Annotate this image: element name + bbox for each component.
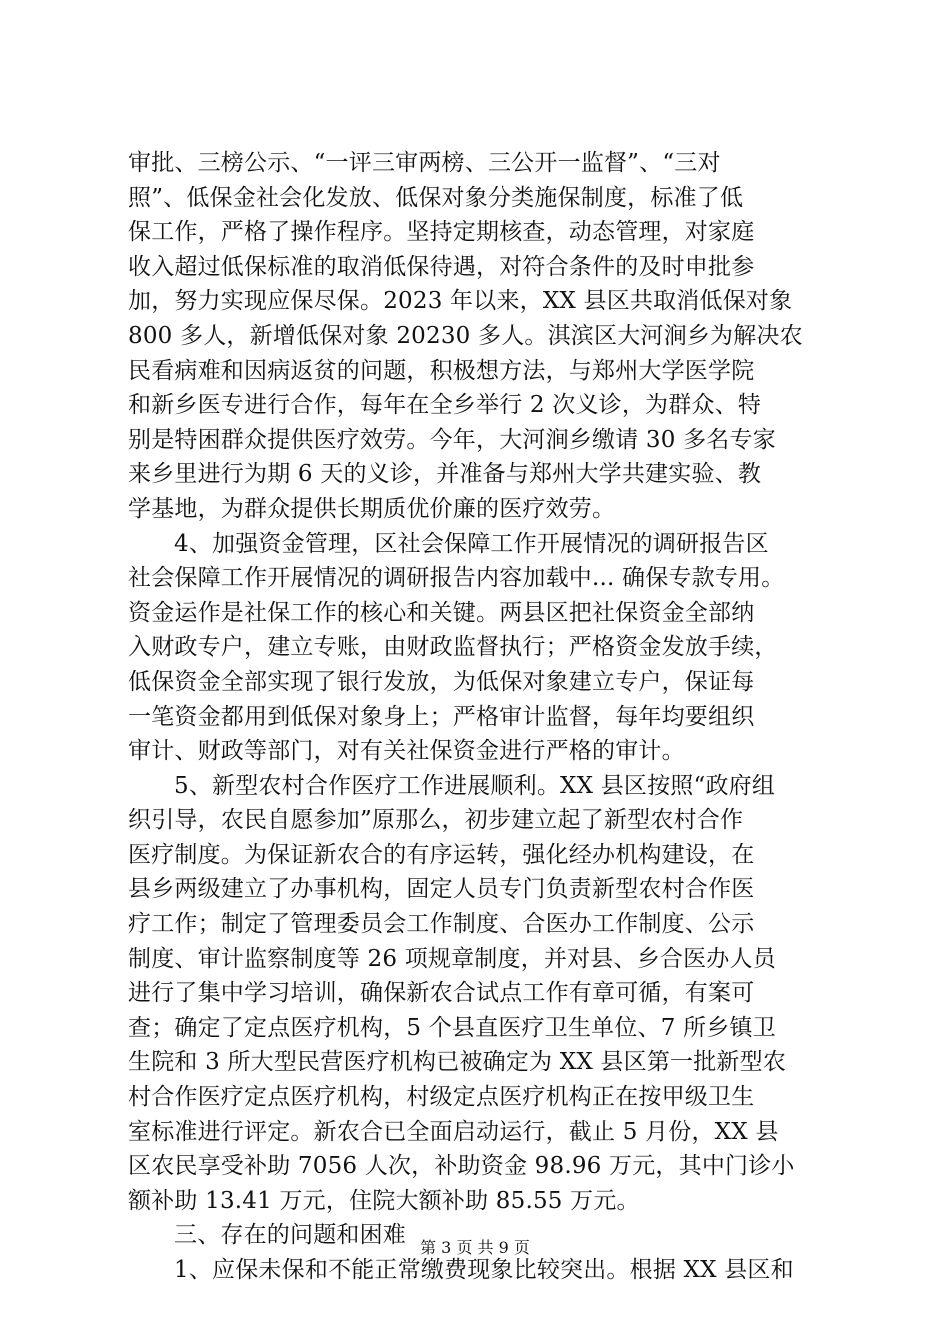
text-line: 区农民享受补助 7056 人次，补助资金 98.96 万元，其中门诊小: [128, 1153, 795, 1180]
section-heading: 三、存在的问题和困难: [174, 1222, 406, 1249]
page-number-label: 第 3 页 共 9 页: [420, 1238, 530, 1257]
text-line: 资金运作是社保工作的核心和关键。两县区把社保资金全部纳: [128, 599, 755, 626]
body-text: [128, 146, 828, 1288]
paragraph-start-line: 5、新型农村合作医疗工作进展顺利。XX 县区按照“政府组: [174, 772, 776, 799]
text-line: 县乡两级建立了办事机构，固定人员专门负责新型农村合作医: [128, 876, 755, 903]
text-line: 审批、三榜公示、“一评三审两榜、三公开一监督”、“三对: [128, 150, 721, 176]
text-line: 入财政专户，建立专账，由财政监督执行；严格资金发放手续，: [128, 634, 778, 661]
paragraph-start-line: 1、应保未保和不能正常缴费现象比较突出。根据 XX 县区和: [174, 1257, 794, 1283]
page-footer: [0, 1238, 950, 1258]
text-line: 疗工作；制定了管理委员会工作制度、合医办工作制度、公示: [128, 911, 755, 938]
text-line: 加，努力实现应保尽保。2023 年以来，XX 县区共取消低保对象: [128, 288, 793, 315]
text-line: 来乡里进行为期 6 天的义诊，并准备与郑州大学共建实验、教: [128, 461, 762, 488]
text-line: 织引导，农民自愿参加”原那么，初步建立起了新型农村合作: [128, 807, 744, 834]
text-line: 800 多人，新增低保对象 20230 多人。淇滨区大河涧乡为解决农: [128, 322, 803, 349]
text-line: 学基地，为群众提供长期质优价廉的医疗效劳。: [128, 495, 616, 522]
text-line: 别是特困群众提供医疗效劳。今年，大河涧乡缴请 30 多名专家: [128, 426, 776, 453]
text-line: 低保资金全部实现了银行发放，为低保对象建立专户，保证每: [128, 668, 755, 695]
text-line: 保工作，严格了操作程序。坚持定期核查，动态管理，对家庭: [128, 219, 755, 246]
text-line: 额补助 13.41 万元，住院大额补助 85.55 万元。: [128, 1187, 640, 1214]
text-line: 医疗制度。为保证新农合的有序运转，强化经办机构建设，在: [128, 841, 755, 868]
text-line: 生院和 3 所大型民营医疗机构已被确定为 XX 县区第一批新型农: [128, 1049, 787, 1076]
text-line: 制度、审计监察制度等 26 项规章制度，并对县、乡合医办人员: [128, 945, 776, 972]
text-line: 民看病难和因病返贫的问题，积极想方法，与郑州大学医学院: [128, 357, 755, 384]
text-line: 村合作医疗定点医疗机构，村级定点医疗机构正在按甲级卫生: [128, 1084, 755, 1111]
text-line: 进行了集中学习培训，确保新农合试点工作有章可循，有案可: [128, 980, 755, 1007]
text-line: 照”、低保金社会化发放、低保对象分类施保制度，标准了低: [128, 184, 744, 211]
text-line: 一笔资金都用到低保对象身上；严格审计监督，每年均要组织: [128, 703, 755, 730]
text-line: 和新乡医专进行合作，每年在全乡举行 2 次义诊，为群众、特: [128, 392, 762, 419]
text-line: 收入超过低保标准的取消低保待遇，对符合条件的及时申批参: [128, 253, 755, 280]
text-line: 审计、财政等部门，对有关社保资金进行严格的审计。: [128, 738, 685, 765]
paragraph-start-line: 4、加强资金管理，区社会保障工作开展情况的调研报告区: [174, 530, 769, 557]
text-line: 查；确定了定点医疗机构，5 个县直医疗卫生单位、7 所乡镇卫: [128, 1014, 776, 1041]
text-line: 室标准进行评定。新农合已全面启动运行，截止 5 月份，XX 县: [128, 1118, 779, 1145]
text-line: 社会保障工作开展情况的调研报告内容加载中... 确保专款专用。: [128, 565, 785, 592]
